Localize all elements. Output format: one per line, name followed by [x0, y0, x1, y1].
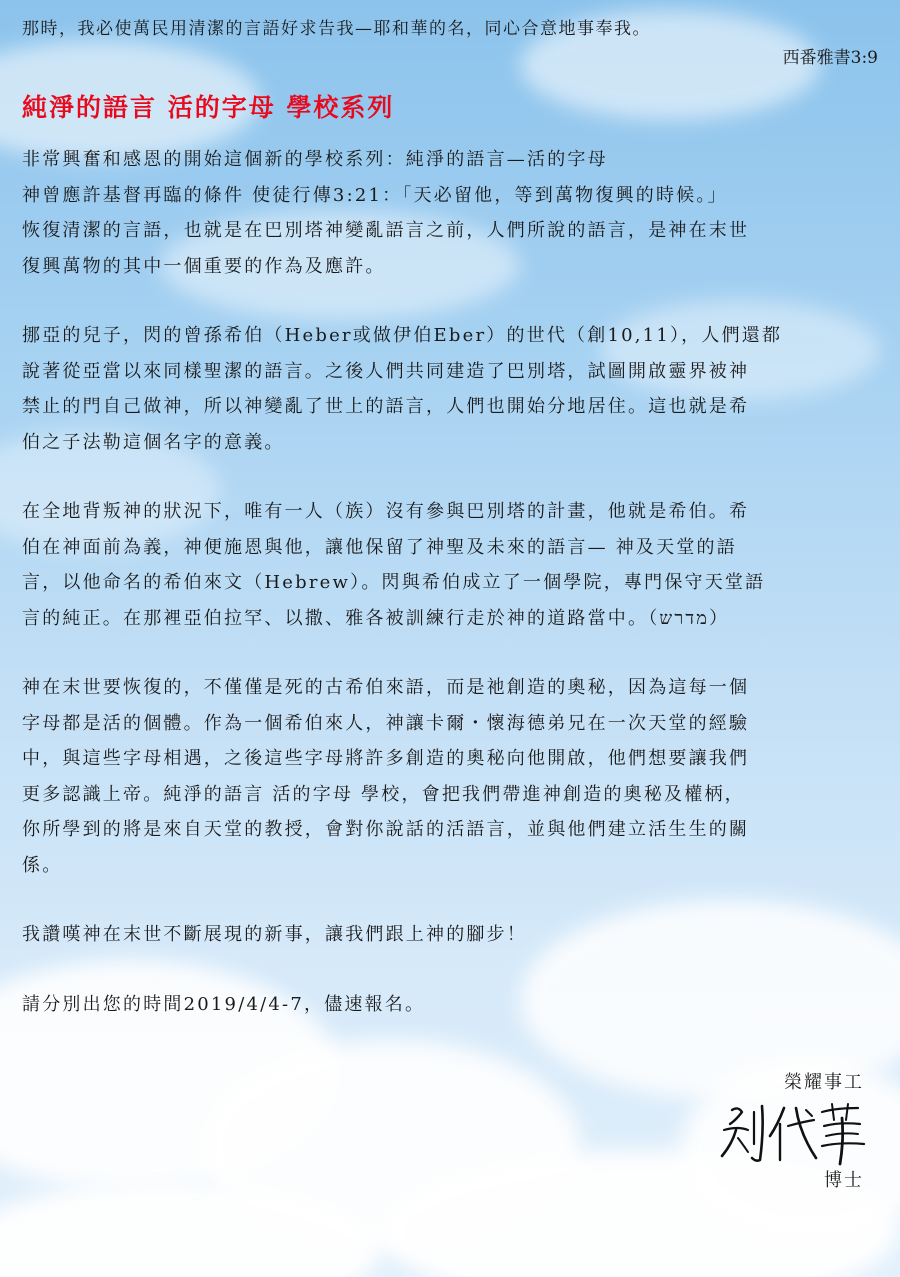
paragraph-2 — [22, 318, 878, 460]
paragraph-line: 復興萬物的其中一個重要的作為及應許。 — [22, 255, 386, 277]
document-body — [22, 142, 878, 1022]
signature-suffix: 博士 — [824, 1170, 864, 1191]
paragraph-line: 禁止的門自己做神，所以神變亂了世上的語言，人們也開始分地居住。這也就是希 — [22, 396, 750, 417]
paragraph-line: 字母都是活的個體。作為一個希伯來人，神讓卡爾・懷海德弟兄在一次天堂的經驗 — [22, 712, 750, 734]
paragraph-4 — [22, 670, 878, 883]
paragraph-line: 言，以他命名的希伯來文（Hebrew）。閃與希伯成立了一個學院，專門保守天堂語 — [22, 572, 766, 593]
paragraph-line: 神曾應許基督再臨的條件 使徒行傳3:21：「天必留他，等到萬物復興的時候。」 — [22, 184, 728, 206]
paragraph-6 — [22, 987, 878, 1023]
paragraph-line: 伯之子法勒這個名字的意義。 — [22, 431, 285, 453]
paragraph-1 — [22, 142, 878, 284]
epigraph-reference: 西番雅書3:9 — [782, 48, 878, 68]
page-title: 純淨的語言 活的字母 學校系列 — [22, 93, 395, 122]
signature-block — [708, 1066, 868, 1196]
paragraph-line: 恢復清潔的言語，也就是在巴別塔神變亂語言之前，人們所說的語言，是神在末世 — [22, 220, 750, 241]
paragraph-line: 請分別出您的時間2019/4/4-7，儘速報名。 — [22, 993, 426, 1015]
paragraph-line: 神在末世要恢復的，不僅僅是死的古希伯來語，而是祂創造的奧秘，因為這每一個 — [22, 677, 750, 698]
paragraph-5 — [22, 917, 878, 953]
paragraph-line: 中，與這些字母相遇，之後這些字母將許多創造的奧秘向他開啟，他們想要讓我們 — [22, 748, 750, 769]
paragraph-line: 伯在神面前為義，神便施恩與他，讓他保留了神聖及未來的語言— 神及天堂的語 — [22, 536, 737, 558]
paragraph-line: 更多認識上帝。純淨的語言 活的字母 學校，會把我們帶進神創造的奧秘及權柄， — [22, 783, 745, 805]
signature-role: 榮耀事工 — [784, 1072, 864, 1093]
paragraph-line: 在全地背叛神的狀況下，唯有一人（族）沒有參與巴別塔的計畫，他就是希伯。希 — [22, 501, 750, 522]
paragraph-line: 你所學到的將是來自天堂的教授，會對你說話的活語言，並與他們建立活生生的關 — [22, 819, 750, 840]
paragraph-line: 說著從亞當以來同樣聖潔的語言。之後人們共同建造了巴別塔，試圖開啟靈界被神 — [22, 360, 750, 382]
paragraph-3 — [22, 494, 878, 636]
paragraph-line: 係。 — [22, 854, 63, 876]
paragraph-line: 挪亞的兒子，閃的曾孫希伯（Heber或做伊伯Eber）的世代（創10,11），人們還都 — [22, 325, 783, 346]
paragraph-line: 非常興奮和感恩的開始這個新的學校系列：純淨的語言—活的字母 — [22, 149, 608, 170]
epigraph-text: 那時，我必使萬民用清潔的言語好求告我—耶和華的名，同心合意地事奉我。 — [22, 19, 651, 39]
handwritten-signature — [718, 1100, 868, 1166]
paragraph-line: 我讚嘆神在末世不斷展現的新事，讓我們跟上神的腳步！ — [22, 924, 527, 945]
paragraph-line: 言的純正。在那裡亞伯拉罕、以撒、雅各被訓練行走於神的道路當中。（מדרש） — [22, 607, 730, 629]
